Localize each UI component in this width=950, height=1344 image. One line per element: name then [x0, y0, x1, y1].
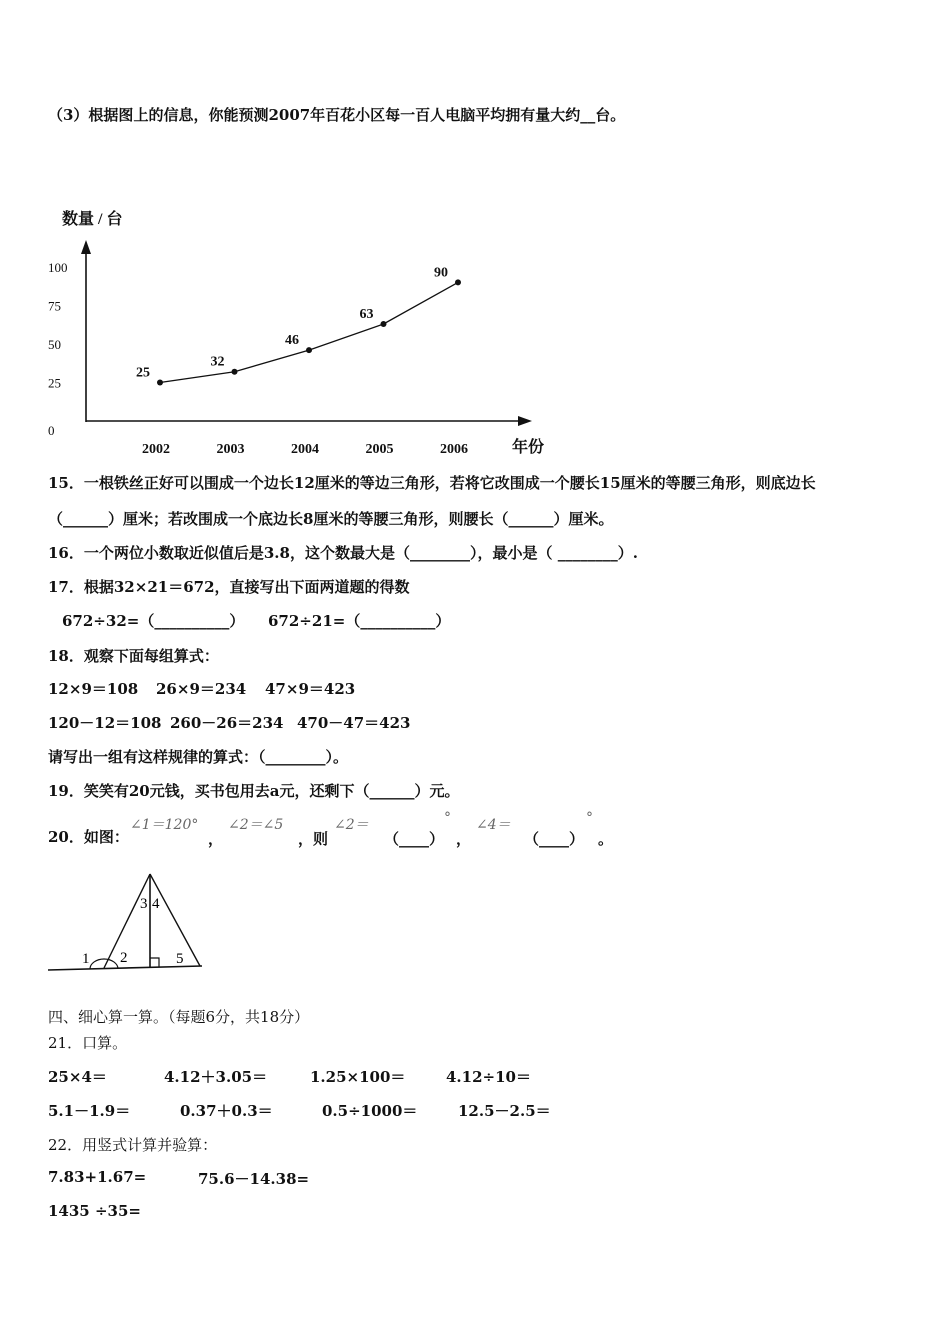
- question-22-title: 22．用竖式计算并验算：: [48, 1136, 218, 1154]
- oral-calc: 0.37＋0.3＝: [180, 1102, 273, 1120]
- angle-label-3: 3: [140, 896, 148, 912]
- chart-ylabel: 数量 / 台: [62, 211, 123, 228]
- angle-label-5: 5: [176, 951, 184, 967]
- angle-label-1: 1: [82, 951, 90, 967]
- comma: ，: [208, 830, 224, 848]
- question-19: 19．笑笑有20元钱，买书包用去a元，还剩下（______）元。: [48, 782, 460, 800]
- question-18-title: 18．观察下面每组算式：: [48, 647, 219, 665]
- x-axis-arrow: [518, 416, 532, 426]
- question-18-ask: 请写出一组有这样规律的算式：（________）。: [48, 748, 349, 766]
- period: 。: [598, 830, 614, 848]
- y-tick-label: 25: [48, 375, 61, 391]
- x-tick-label: 2002: [142, 442, 170, 457]
- x-tick-label: 2004: [291, 442, 319, 457]
- question-16: 16．一个两位小数取近似值后是3.8，这个数最大是（________），最小是（ ________）.: [48, 544, 638, 562]
- data-label: 63: [359, 306, 374, 322]
- blank-angle-2: （____）: [384, 830, 445, 848]
- question-20-prefix: 20．如图：: [48, 828, 129, 846]
- q18-expr: 260－26＝234: [170, 714, 284, 732]
- question-14-part-3: （3）根据图上的信息，你能预测2007年百花小区每一百人电脑平均拥有量大约__台。: [48, 106, 626, 124]
- triangle-figure: [46, 866, 216, 976]
- vertical-calc: 7.83+1.67=: [48, 1168, 147, 1186]
- question-21-title: 21．口算。: [48, 1034, 128, 1052]
- q18-expr: 12×9＝108: [48, 680, 139, 698]
- blank-angle-4: （____）: [524, 830, 585, 848]
- data-label: 25: [136, 365, 150, 381]
- degree-mark: °: [586, 810, 593, 826]
- oral-calc: 1.25×100＝: [310, 1068, 406, 1086]
- q18-expr: 470－47＝423: [297, 714, 411, 732]
- angle-1-given: ∠1＝120°: [130, 817, 199, 833]
- oral-calc: 5.1－1.9＝: [48, 1102, 131, 1120]
- angle-label-2: 2: [120, 950, 128, 966]
- question-15-line-2: （______）厘米；若改围成一个底边长8厘米的等腰三角形，则腰长（______）厘米。: [48, 510, 614, 528]
- angle-label-4: 4: [152, 896, 160, 912]
- y-tick-label: 50: [48, 337, 61, 352]
- data-point: [306, 347, 312, 353]
- chart-xlabel: 年份: [512, 439, 545, 456]
- question-17-b: 672÷21=（__________）: [268, 612, 451, 630]
- vertical-calc: 75.6－14.38=: [198, 1170, 310, 1188]
- comma: ，: [456, 830, 472, 848]
- q18-expr: 120－12＝108: [48, 714, 162, 732]
- q18-expr: 26×9＝234: [156, 680, 247, 698]
- x-tick-label: 2006: [440, 442, 468, 457]
- y-tick-label: 0: [48, 423, 55, 438]
- data-label: 32: [210, 354, 225, 370]
- data-label: 90: [434, 265, 448, 281]
- y-tick-label: 100: [48, 260, 68, 275]
- question-15-line-1: 15．一根铁丝正好可以围成一个边长12厘米的等边三角形，若将它改围成一个腰长15厘米的等腰三角形，则底边长: [48, 474, 816, 492]
- y-axis-arrow: [81, 240, 91, 254]
- x-tick-label: 2005: [365, 442, 394, 457]
- data-point: [455, 279, 461, 285]
- angle-4-ask: ∠4＝: [476, 817, 511, 833]
- q18-expr: 47×9＝423: [265, 680, 356, 698]
- question-17-title: 17．根据32×21＝672，直接写出下面两道题的得数: [48, 578, 410, 596]
- oral-calc: 0.5÷1000＝: [322, 1102, 418, 1120]
- line-chart: [40, 200, 640, 470]
- oral-calc: 4.12＋3.05＝: [164, 1068, 268, 1086]
- angle-2-given: ∠2＝∠5: [228, 817, 284, 833]
- degree-mark: °: [444, 810, 451, 826]
- vertical-calc: 1435 ÷35=: [48, 1202, 141, 1220]
- series-line: [160, 282, 458, 382]
- x-tick-label: 2003: [216, 442, 245, 457]
- angle-2-ask: ∠2＝: [334, 817, 369, 833]
- section-4-heading: 四、细心算一算。（每题6分，共18分）: [48, 1008, 310, 1026]
- question-20-then: ，则: [298, 830, 329, 848]
- oral-calc: 12.5－2.5＝: [458, 1102, 551, 1120]
- oral-calc: 4.12÷10＝: [446, 1068, 531, 1086]
- data-point: [157, 380, 163, 386]
- data-label: 46: [285, 333, 299, 349]
- data-point: [381, 321, 387, 327]
- data-point: [232, 369, 238, 375]
- oral-calc: 25×4＝: [48, 1068, 107, 1086]
- question-17-a: 672÷32=（__________）: [62, 612, 245, 630]
- y-tick-label: 75: [48, 298, 61, 314]
